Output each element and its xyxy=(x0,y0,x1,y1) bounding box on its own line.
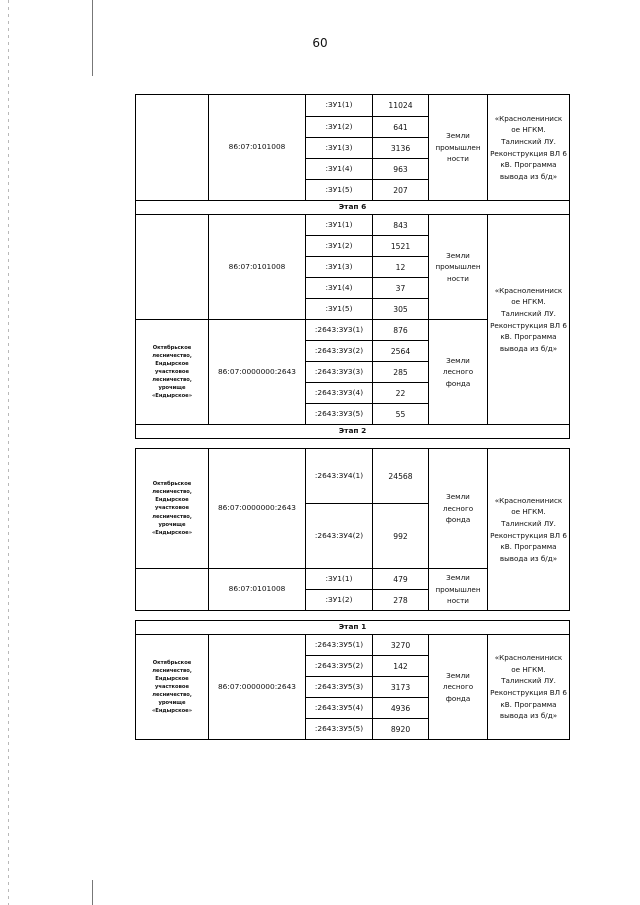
plot-area: 641 xyxy=(373,117,429,138)
plot-area: 479 xyxy=(373,569,429,590)
project-description: «Краснолениниск ое НГКМ. Талинский ЛУ. Реконструкция ВЛ 6 кВ. Программа вывода из б/д» xyxy=(488,635,570,740)
stage-row xyxy=(136,201,570,215)
page-number: 60 xyxy=(312,36,328,50)
plot-area: 285 xyxy=(373,362,429,383)
plot-number: :ЗУ1(2) xyxy=(306,590,373,611)
forest-location: Октябрьское лесничество, Ендырское участковое лесничество, урочище «Ендырское» xyxy=(136,449,209,569)
plot-area: 11024 xyxy=(373,95,429,117)
plot-area: 3136 xyxy=(373,138,429,159)
project-description: «Краснолениниск ое НГКМ. Талинский ЛУ. Реконструкция ВЛ 6 кВ. Программа вывода из б/д» xyxy=(488,449,570,611)
plot-number: :2643:ЗУ3(3) xyxy=(306,362,373,383)
land-category: Земли лесного фонда xyxy=(429,320,488,425)
stage-row xyxy=(136,621,570,635)
land-category: Земли лесного фонда xyxy=(429,635,488,740)
plot-area: 207 xyxy=(373,180,429,201)
plot-area: 843 xyxy=(373,215,429,236)
land-category: Земли промышлен ности xyxy=(429,215,488,320)
table-row xyxy=(136,95,570,117)
plot-area: 4936 xyxy=(373,698,429,719)
cadastral-block: 86:07:0000000:2643 xyxy=(209,449,306,569)
plot-number: :2643:ЗУ4(2) xyxy=(306,504,373,569)
forest-cell-empty xyxy=(136,569,209,611)
forest-location: Октябрьское лесничество, Ендырское участковое лесничество, урочище «Ендырское» xyxy=(136,320,209,425)
plot-area: 992 xyxy=(373,504,429,569)
plot-number: :2643:ЗУ5(3) xyxy=(306,677,373,698)
plot-area: 8920 xyxy=(373,719,429,740)
plot-number: :2643:ЗУ3(2) xyxy=(306,341,373,362)
stage-label: Этап 2 xyxy=(136,425,570,439)
plot-number: :2643:ЗУ3(5) xyxy=(306,404,373,425)
plot-number: :ЗУ1(5) xyxy=(306,299,373,320)
plot-area: 3173 xyxy=(373,677,429,698)
cadastral-block: 86:07:0101008 xyxy=(209,95,306,201)
stage-row xyxy=(136,425,570,439)
land-category: Земли промышлен ности xyxy=(429,569,488,611)
stage-label: Этап 6 xyxy=(136,201,570,215)
forest-location: Октябрьское лесничество, Ендырское участковое лесничество, урочище «Ендырское» xyxy=(136,635,209,740)
plot-number: :ЗУ1(1) xyxy=(306,569,373,590)
stage-label: Этап 1 xyxy=(136,621,570,635)
plot-number: :2643:ЗУ5(4) xyxy=(306,698,373,719)
plot-area: 142 xyxy=(373,656,429,677)
plot-number: :ЗУ1(1) xyxy=(306,215,373,236)
scan-edge-line xyxy=(8,0,9,905)
plot-area: 278 xyxy=(373,590,429,611)
plot-number: :ЗУ1(4) xyxy=(306,159,373,180)
margin-mark-bottom xyxy=(92,880,93,905)
plot-number: :2643:ЗУ3(1) xyxy=(306,320,373,341)
forest-cell-empty xyxy=(136,215,209,320)
cadastral-block: 86:07:0101008 xyxy=(209,569,306,611)
land-plot-table xyxy=(135,94,570,740)
spacer-row xyxy=(136,611,570,621)
cadastral-block: 86:07:0000000:2643 xyxy=(209,635,306,740)
plot-number: :ЗУ1(1) xyxy=(306,95,373,117)
plot-number: :ЗУ1(2) xyxy=(306,117,373,138)
cadastral-block: 86:07:0000000:2643 xyxy=(209,320,306,425)
forest-cell-empty xyxy=(136,95,209,201)
plot-number: :2643:ЗУ4(1) xyxy=(306,449,373,504)
plot-number: :ЗУ1(2) xyxy=(306,236,373,257)
plot-number: :ЗУ1(3) xyxy=(306,138,373,159)
spacer xyxy=(136,439,570,449)
plot-area: 12 xyxy=(373,257,429,278)
plot-number: :2643:ЗУ3(4) xyxy=(306,383,373,404)
table-row xyxy=(136,635,570,656)
plot-area: 3270 xyxy=(373,635,429,656)
plot-area: 963 xyxy=(373,159,429,180)
table-row xyxy=(136,449,570,504)
plot-number: :2643:ЗУ5(2) xyxy=(306,656,373,677)
cadastral-block: 86:07:0101008 xyxy=(209,215,306,320)
plot-number: :ЗУ1(5) xyxy=(306,180,373,201)
project-description: «Краснолениниск ое НГКМ. Талинский ЛУ. Реконструкция ВЛ 6 кВ. Программа вывода из б/д» xyxy=(488,215,570,425)
land-category: Земли лесного фонда xyxy=(429,449,488,569)
plot-number: :ЗУ1(4) xyxy=(306,278,373,299)
plot-area: 22 xyxy=(373,383,429,404)
project-description: «Краснолениниск ое НГКМ. Талинский ЛУ. Реконструкция ВЛ 6 кВ. Программа вывода из б/д» xyxy=(488,95,570,201)
plot-number: :2643:ЗУ5(1) xyxy=(306,635,373,656)
plot-area: 24568 xyxy=(373,449,429,504)
spacer-row xyxy=(136,439,570,449)
table-row xyxy=(136,215,570,236)
spacer xyxy=(136,611,570,621)
plot-number: :2643:ЗУ5(5) xyxy=(306,719,373,740)
plot-area: 305 xyxy=(373,299,429,320)
plot-area: 1521 xyxy=(373,236,429,257)
plot-area: 2564 xyxy=(373,341,429,362)
land-category: Земли промышлен ности xyxy=(429,95,488,201)
plot-number: :ЗУ1(3) xyxy=(306,257,373,278)
plot-area: 55 xyxy=(373,404,429,425)
plot-area: 37 xyxy=(373,278,429,299)
plot-area: 876 xyxy=(373,320,429,341)
